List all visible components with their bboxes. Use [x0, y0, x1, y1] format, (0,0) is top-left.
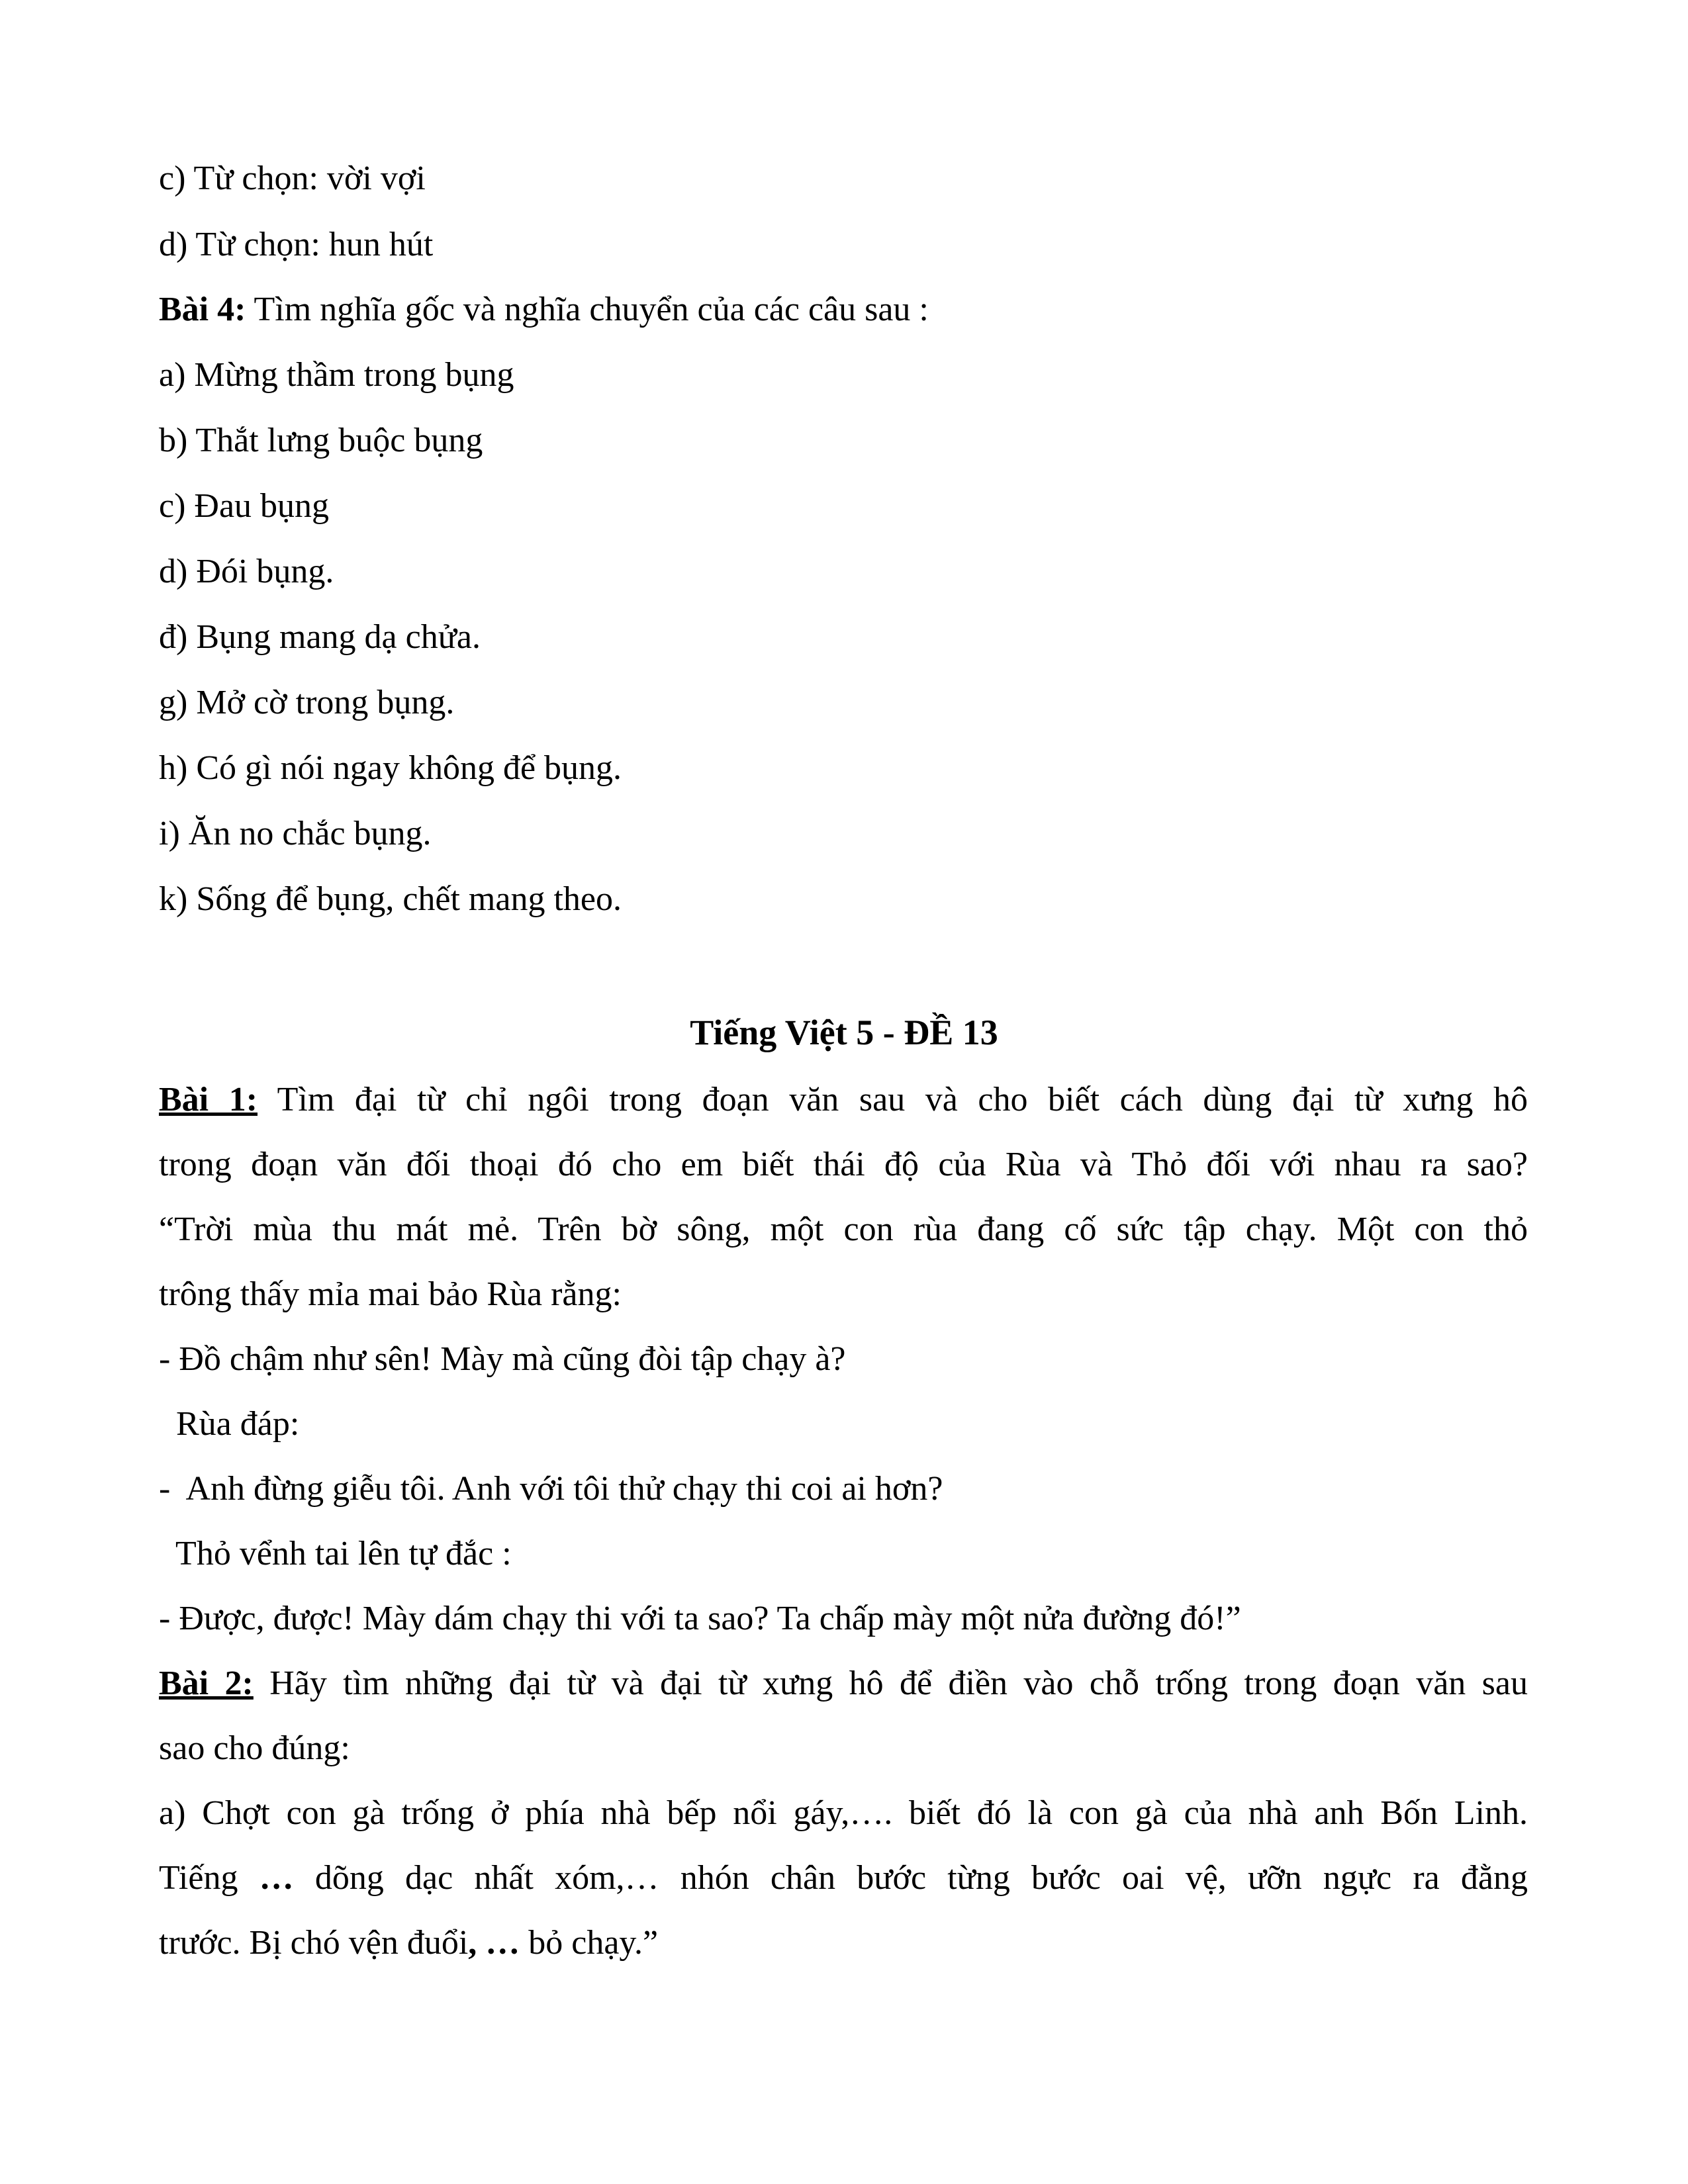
- list-item: d) Đói bụng.: [159, 553, 334, 590]
- list-item: i) Ăn no chắc bụng.: [159, 815, 432, 852]
- bai2-blank: …: [259, 1859, 294, 1897]
- list-item: b) Thắt lưng buộc bụng: [159, 422, 483, 459]
- bai1-line-7: - Anh đừng giễu tôi. Anh với tôi thử chạy thi coi ai hơn?: [159, 1470, 943, 1508]
- list-item: c) Đau bụng: [159, 487, 330, 525]
- bai1-label: Bài 1:: [159, 1081, 258, 1118]
- bai1-line-2: trong đoạn văn đối thoại đó cho em biết thái độ của Rùa và Thỏ đối với nhau ra sao?: [159, 1146, 1528, 1183]
- bai2-line-4: [159, 1858, 1528, 1898]
- bai2-text: Hãy tìm những đại từ và đại từ xưng hô để điền vào chỗ trống trong đoạn văn sau: [253, 1664, 1528, 1702]
- bai2-line-5-end: bỏ chạy.”: [520, 1924, 659, 1962]
- bai2-line-4-rest: dõng dạc nhất xóm,… nhón chân bước từng bước oai vệ, ưỡn ngực ra đằng: [293, 1859, 1528, 1897]
- bai4-heading: [159, 290, 929, 330]
- list-item: k) Sống để bụng, chết mang theo.: [159, 880, 622, 918]
- section-title: Tiếng Việt 5 - ĐỀ 13: [690, 1013, 998, 1052]
- bai2-blank: , …: [468, 1924, 520, 1962]
- bai2-line-5-start: trước. Bị chó vện đuổi: [159, 1924, 469, 1962]
- bai2-label: Bài 2:: [159, 1664, 254, 1702]
- bai4-text: Tìm nghĩa gốc và nghĩa chuyển của các câu sau :: [246, 291, 929, 328]
- bai1-line-3: “Trời mùa thu mát mẻ. Trên bờ sông, một con rùa đang cố sức tập chạy. Một con thỏ: [159, 1210, 1528, 1248]
- bai1-text: Tìm đại từ chỉ ngôi trong đoạn văn sau và cho biết cách dùng đại từ xưng hô: [258, 1081, 1528, 1118]
- list-item: a) Mừng thầm trong bụng: [159, 356, 514, 394]
- answer-line-c: c) Từ chọn: vời vợi: [159, 159, 426, 197]
- bai1-line-5: - Đồ chậm như sên! Mày mà cũng đòi tập chạy à?: [159, 1340, 846, 1378]
- list-item: đ) Bụng mang dạ chửa.: [159, 618, 481, 656]
- bai2-line-2: sao cho đúng:: [159, 1729, 350, 1767]
- bai1-line-4: trông thấy mỉa mai bảo Rùa rằng:: [159, 1275, 622, 1313]
- list-item: h) Có gì nói ngay không để bụng.: [159, 749, 622, 787]
- bai1-line-6: Rùa đáp:: [159, 1405, 300, 1443]
- bai2-line-5: [159, 1923, 658, 1963]
- bai1-line-9: - Được, được! Mày dám chạy thi với ta sao? Ta chấp mày một nửa đường đó!”: [159, 1600, 1241, 1637]
- bai1-line-1: [159, 1080, 1528, 1120]
- bai2-line-1: [159, 1664, 1528, 1704]
- list-item: g) Mở cờ trong bụng.: [159, 684, 455, 721]
- bai1-line-8: Thỏ vểnh tai lên tự đắc :: [159, 1535, 512, 1572]
- bai4-label: Bài 4:: [159, 291, 246, 328]
- answer-line-d: d) Từ chọn: hun hút: [159, 226, 434, 263]
- bai2-line-3: a) Chợt con gà trống ở phía nhà bếp nổi gáy,…. biết đó là con gà của nhà anh Bốn Linh.: [159, 1794, 1528, 1832]
- bai2-line-4-start: Tiếng: [159, 1859, 259, 1897]
